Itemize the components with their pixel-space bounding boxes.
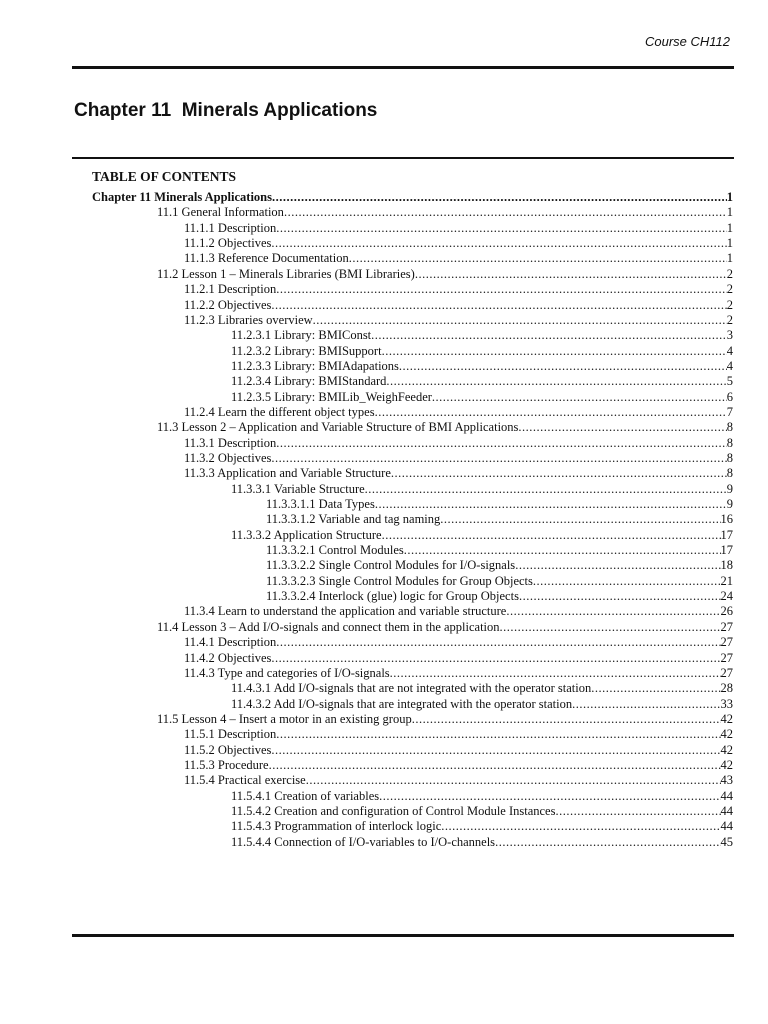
- toc-entry-page: 42: [720, 727, 733, 742]
- toc-entry-row: [266, 589, 733, 604]
- toc-leader-dots: [269, 758, 721, 773]
- toc-entry-title: 11.3.3.1 Variable Structure: [231, 481, 365, 496]
- toc-entry-title: 11.2 Lesson 1 – Minerals Libraries (BMI Libraries): [157, 266, 415, 281]
- toc-entry-row: [184, 436, 733, 451]
- header-rule: [72, 66, 734, 69]
- toc-leader-dots: [404, 543, 721, 558]
- toc-entry-row: [231, 819, 733, 834]
- toc-leader-dots: [390, 666, 721, 681]
- toc-leader-dots: [515, 558, 720, 573]
- toc-leader-dots: [572, 697, 720, 712]
- toc-leader-dots: [440, 512, 720, 527]
- course-code: Course CH112: [644, 34, 730, 49]
- toc-entry-page: 2: [726, 282, 733, 297]
- toc-entry-title: 11.1.1 Description: [184, 220, 277, 235]
- toc-entry[interactable]: [0, 298, 768, 313]
- toc-entry[interactable]: [0, 635, 768, 650]
- toc-leader-dots: [399, 359, 727, 374]
- toc-leader-dots: [271, 236, 726, 251]
- toc-entry[interactable]: [0, 497, 768, 512]
- toc-leader-dots: [382, 344, 727, 359]
- toc-entry-page: 44: [720, 788, 733, 803]
- toc-entry-title: 11.1.2 Objectives: [184, 236, 272, 250]
- toc-entry-page: 33: [720, 696, 733, 711]
- toc-leader-dots: [495, 835, 720, 850]
- toc-leader-dots: [313, 313, 727, 328]
- toc-leader-dots: [271, 651, 720, 666]
- toc-entry[interactable]: [0, 420, 768, 435]
- toc-entry-row: [184, 221, 733, 236]
- toc-entry-title: 11.4 Lesson 3 – Add I/O-signals and connect them in the application: [157, 619, 500, 634]
- toc-entry[interactable]: [0, 835, 768, 850]
- toc-leader-dots: [276, 221, 727, 236]
- toc-entry-page: 42: [720, 757, 733, 772]
- toc-entry-title: 11.3.1 Description: [184, 435, 277, 450]
- toc-leader-dots: [412, 712, 721, 727]
- toc-entry-page: 8: [726, 420, 733, 435]
- toc-entry[interactable]: [0, 390, 768, 405]
- toc-entry-page: 2: [726, 297, 733, 312]
- toc-entry-row: [231, 789, 733, 804]
- toc-entry[interactable]: [0, 697, 768, 712]
- toc-entry[interactable]: [0, 221, 768, 236]
- toc-entry[interactable]: [0, 205, 768, 220]
- toc-entry-row: [184, 635, 733, 650]
- toc-entry-title: 11.4.3.2 Add I/O-signals that are integrated with the operator station: [231, 696, 573, 711]
- toc-entry-page: 9: [726, 481, 733, 496]
- toc-entry[interactable]: [0, 620, 768, 635]
- toc-leader-dots: [518, 420, 726, 435]
- toc-entry-title: 11.5.4.2 Creation and configuration of Control Module Instances: [231, 804, 556, 818]
- toc-entry[interactable]: [0, 374, 768, 389]
- toc-entry-page: 44: [720, 819, 733, 834]
- toc-entry[interactable]: [0, 482, 768, 497]
- toc-leader-dots: [519, 589, 721, 604]
- toc-entry-page: 2: [726, 266, 733, 281]
- toc-entry-title: 11.2.3.4 Library: BMIStandard: [231, 374, 387, 389]
- toc-entry-title: 11.2.1 Description: [184, 282, 277, 297]
- toc-entry-page: 27: [720, 635, 733, 650]
- toc-entry[interactable]: [0, 282, 768, 297]
- toc-entry-page: 8: [726, 435, 733, 450]
- toc-entry-row: [184, 282, 733, 297]
- toc-entry-title: 11.4.3.1 Add I/O-signals that are not integrated with the operator station: [231, 681, 592, 696]
- toc-leader-dots: [382, 528, 721, 543]
- toc-heading: TABLE OF CONTENTS: [92, 169, 237, 184]
- toc-entry-row: [231, 359, 733, 374]
- toc-leader-dots: [276, 635, 720, 650]
- toc-entry-page: 1: [726, 190, 733, 204]
- toc-entry-title: 11.3.3.2 Application Structure: [231, 527, 382, 542]
- toc-leader-dots: [375, 497, 727, 512]
- toc-entry-row: [231, 328, 733, 343]
- toc-entry[interactable]: [0, 758, 768, 773]
- toc-entry-row: [92, 190, 733, 205]
- toc-leader-dots: [272, 190, 727, 205]
- toc-leader-dots: [591, 681, 720, 696]
- toc-entry-row: [266, 558, 733, 573]
- toc-entry-page: 27: [720, 665, 733, 680]
- toc-entry-row: [231, 697, 733, 712]
- toc-entry-row: [231, 482, 733, 497]
- toc-entry[interactable]: [0, 359, 768, 374]
- toc-entry-page: 8: [726, 466, 733, 481]
- toc-entry[interactable]: [0, 743, 768, 758]
- toc-entry-row: [184, 298, 733, 313]
- toc-entry-page: 3: [726, 328, 733, 343]
- toc-entry-page: 28: [720, 681, 733, 696]
- toc-entry-page: 43: [720, 773, 733, 788]
- toc-entry[interactable]: [0, 344, 768, 359]
- toc-entry-title: 11.5 Lesson 4 – Insert a motor in an existing group: [157, 711, 412, 726]
- toc-entry-title: 11.2.3.3 Library: BMIAdapations: [231, 358, 399, 373]
- toc-entry[interactable]: [0, 589, 768, 604]
- toc-leader-dots: [276, 727, 720, 742]
- toc-leader-dots: [386, 374, 726, 389]
- toc-entry-row: [266, 497, 733, 512]
- toc-entry-row: [231, 528, 733, 543]
- toc-entry[interactable]: [0, 727, 768, 742]
- toc-entry-row: [184, 604, 733, 619]
- toc-entry-title: 11.3.3.2.2 Single Control Modules for I/O-signals: [266, 558, 516, 573]
- toc-entry-title: 11.2.3.1 Library: BMIConst: [231, 328, 372, 343]
- toc-entry[interactable]: [0, 666, 768, 681]
- toc-leader-dots: [371, 328, 727, 343]
- toc-entry-row: [231, 344, 733, 359]
- toc-entry-row: [184, 405, 733, 420]
- toc-entry-title: 11.3.3.2.4 Interlock (glue) logic for Group Objects: [266, 589, 519, 604]
- toc-entry-title: 11.5.4.1 Creation of variables: [231, 788, 380, 803]
- toc-entry-page: 7: [726, 404, 733, 419]
- toc-entry-page: 27: [720, 650, 733, 665]
- toc-entry-page: 1: [726, 236, 733, 250]
- toc-entry-page: 27: [720, 619, 733, 634]
- toc-entry-title: 11.3.3 Application and Variable Structure: [184, 466, 391, 481]
- toc-entry-title: 11.5.3 Procedure: [184, 757, 269, 772]
- toc-leader-dots: [533, 574, 721, 589]
- toc-entry-page: 17: [720, 543, 733, 558]
- toc-entry-page: 21: [720, 573, 733, 588]
- toc-entry-title: 11.5.4.3 Programmation of interlock logic: [231, 819, 442, 834]
- toc-entry-page: 26: [720, 604, 733, 619]
- toc-entry[interactable]: [0, 436, 768, 451]
- toc-entry-title: 11.2.3 Libraries overview: [184, 312, 313, 327]
- toc-entry-page: 5: [726, 374, 733, 389]
- toc-entry-page: 1: [726, 205, 733, 220]
- toc-entry-row: [157, 620, 733, 635]
- toc-entry-row: [184, 743, 733, 758]
- toc-leader-dots: [555, 804, 720, 819]
- toc-entry-title: 11.3.3.2.3 Single Control Modules for Group Objects: [266, 573, 533, 588]
- toc-entry[interactable]: [0, 712, 768, 727]
- toc-entry-row: [184, 727, 733, 742]
- toc-entry-row: [231, 681, 733, 696]
- toc-entry-title: 11.5.4 Practical exercise: [184, 773, 306, 788]
- toc-entry-row: [231, 804, 733, 819]
- toc-leader-dots: [284, 205, 727, 220]
- toc-entry-page: 1: [726, 251, 733, 266]
- toc-leader-dots: [415, 267, 727, 282]
- toc-entry[interactable]: [0, 512, 768, 527]
- toc-entry-page: 18: [720, 558, 733, 573]
- toc-entry[interactable]: [0, 405, 768, 420]
- toc-leader-dots: [271, 298, 726, 313]
- toc-entry[interactable]: [0, 773, 768, 788]
- toc-leader-dots: [500, 620, 721, 635]
- toc-leader-dots: [306, 773, 721, 788]
- toc-entry[interactable]: [0, 328, 768, 343]
- toc-leader-dots: [271, 451, 726, 466]
- toc-entry-row: [157, 712, 733, 727]
- toc-entry-title: 11.2.3.2 Library: BMISupport: [231, 343, 382, 358]
- toc-leader-dots: [379, 789, 720, 804]
- toc-leader-dots: [506, 604, 720, 619]
- toc-entry-title: 11.2.4 Learn the different object types: [184, 404, 375, 419]
- toc-entry-row: [184, 313, 733, 328]
- toc-entry[interactable]: [0, 651, 768, 666]
- chapter-title: Chapter 11 Minerals Applications: [74, 100, 378, 121]
- toc-leader-dots: [349, 251, 727, 266]
- toc-entry-row: [184, 758, 733, 773]
- toc-entry-title: 11.5.2 Objectives: [184, 742, 272, 757]
- toc-entry-page: 4: [726, 358, 733, 373]
- toc-leader-dots: [441, 819, 720, 834]
- toc-entry-page: 17: [720, 527, 733, 542]
- toc-entry-title: 11.4.1 Description: [184, 635, 277, 650]
- toc-entry-row: [184, 773, 733, 788]
- toc-entry[interactable]: [0, 604, 768, 619]
- toc-leader-dots: [375, 405, 727, 420]
- toc-entry-title: 11.3.4 Learn to understand the application and variable structure: [184, 604, 507, 619]
- toc-entry-row: [266, 543, 733, 558]
- toc-entry-row: [157, 205, 733, 220]
- toc-entry-page: 1: [726, 220, 733, 235]
- title-rule: [72, 157, 734, 159]
- toc-entry-row: [266, 512, 733, 527]
- toc-entry[interactable]: [0, 313, 768, 328]
- toc-entry-title: 11.3.3.1.2 Variable and tag naming: [266, 512, 441, 527]
- toc-entry-page: 42: [720, 711, 733, 726]
- toc-entry[interactable]: [0, 251, 768, 266]
- toc-leader-dots: [271, 743, 720, 758]
- toc-leader-dots: [432, 390, 727, 405]
- toc-leader-dots: [365, 482, 727, 497]
- toc-entry-row: [231, 390, 733, 405]
- toc-entry-row: [231, 374, 733, 389]
- toc-entry-title: 11.1.3 Reference Documentation: [184, 251, 349, 266]
- toc-entry-title: 11.4.3 Type and categories of I/O-signals: [184, 665, 390, 680]
- toc-entry-title: 11.5.4.4 Connection of I/O-variables to I/O-channels: [231, 834, 496, 849]
- toc-entry-title: 11.2.2 Objectives: [184, 297, 272, 312]
- toc-entry-row: [157, 267, 733, 282]
- toc-entry-page: 6: [726, 389, 733, 404]
- toc-entry-page: 8: [726, 450, 733, 465]
- toc-entry[interactable]: [0, 558, 768, 573]
- toc-entry-row: [231, 835, 733, 850]
- toc-entry-row: [157, 420, 733, 435]
- toc-leader-dots: [276, 282, 727, 297]
- toc-entry-page: 4: [726, 343, 733, 358]
- toc-leader-dots: [391, 466, 727, 481]
- toc-leader-dots: [276, 436, 727, 451]
- toc-entry-page: 42: [720, 742, 733, 757]
- toc-entry-row: [184, 251, 733, 266]
- toc-entry-page: 2: [726, 312, 733, 327]
- toc-entry-title: 11.3.2 Objectives: [184, 450, 272, 465]
- toc-entry-title: 11.4.2 Objectives: [184, 650, 272, 665]
- toc-entry[interactable]: [0, 267, 768, 282]
- toc-entry-row: [184, 236, 733, 251]
- toc-entry[interactable]: [0, 236, 768, 251]
- toc-entry-row: [266, 574, 733, 589]
- toc-entry-title: 11.3.3.2.1 Control Modules: [266, 543, 404, 558]
- footer-rule: [72, 934, 734, 937]
- toc-entry[interactable]: [0, 789, 768, 804]
- toc-entry-row: [184, 651, 733, 666]
- toc-entry-title: 11.1 General Information: [157, 205, 284, 220]
- toc-entry-title: 11.3.3.1.1 Data Types: [266, 497, 375, 511]
- toc-entry-page: 9: [726, 497, 733, 511]
- toc-entry-page: 24: [720, 589, 733, 604]
- toc-entry-title: 11.5.1 Description: [184, 727, 277, 742]
- toc-entry-title: Chapter 11 Minerals Applications: [92, 190, 272, 204]
- toc-entry-page: 16: [720, 512, 733, 527]
- toc-entry[interactable]: [0, 466, 768, 481]
- toc-entry[interactable]: [0, 528, 768, 543]
- toc-entry[interactable]: [0, 681, 768, 696]
- toc-entry[interactable]: [0, 451, 768, 466]
- toc-entry[interactable]: [0, 574, 768, 589]
- toc-entry-title: 11.2.3.5 Library: BMILib_WeighFeeder: [231, 389, 432, 404]
- toc-entry[interactable]: [0, 543, 768, 558]
- toc-entry-page: 45: [720, 834, 733, 849]
- toc-entry-title: 11.3 Lesson 2 – Application and Variable Structure of BMI Applications: [157, 420, 519, 435]
- toc-entry-row: [184, 666, 733, 681]
- toc-entry-row: [184, 451, 733, 466]
- toc-entry[interactable]: [0, 804, 768, 819]
- toc-entry-page: 44: [720, 804, 733, 818]
- toc-entry-row: [184, 466, 733, 481]
- toc-entry[interactable]: [0, 819, 768, 834]
- toc-entry[interactable]: [0, 190, 768, 205]
